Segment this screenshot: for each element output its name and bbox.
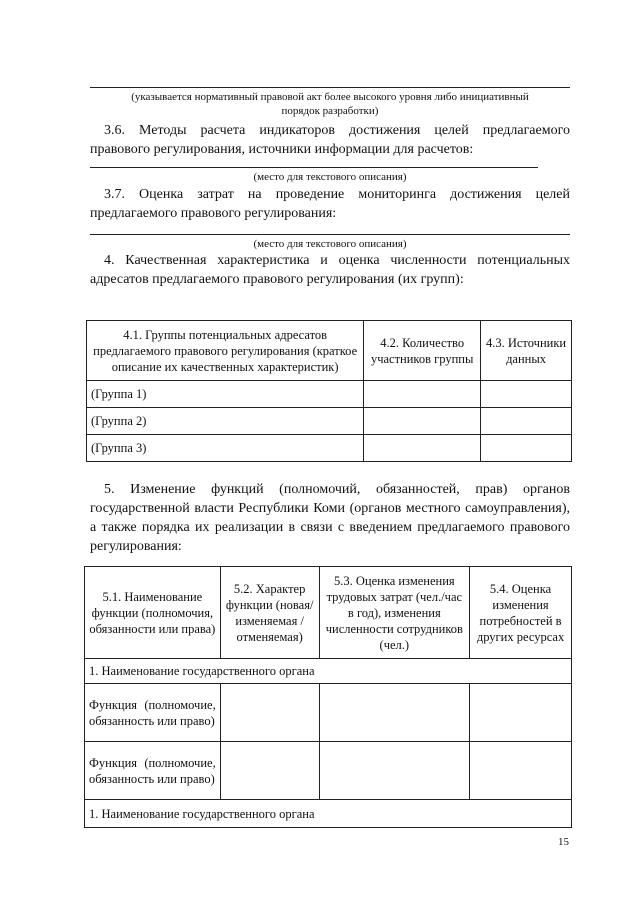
page-number: 15 [558,836,569,848]
table-row [85,684,572,742]
top-rule [90,87,570,88]
functions-table [84,566,572,828]
table-row [87,435,572,462]
function-labor-cell [319,684,470,742]
table-row [85,659,572,684]
top-caption-line-1: (указывается нормативный правовой акт более высокого уровня либо инициативный [131,91,529,103]
function-name-cell: Функция (полномочие, обязанность или право) [85,742,221,800]
group-count-cell [364,381,481,408]
group-count-cell [364,435,481,462]
table-row [87,408,572,435]
function-resources-cell [470,742,572,800]
organ-name-row: 1. Наименование государственного органа [85,659,572,684]
group-source-cell [481,435,572,462]
group-name-cell: (Группа 2) [87,408,364,435]
group-source-cell [481,381,572,408]
top-caption-line-2: порядок разработки) [281,105,379,117]
function-labor-cell [319,742,470,800]
placeholder-2-caption: (место для текстового описания) [253,238,407,250]
section-5-text: 5. Изменение функций (полномочий, обязанностей, прав) органов государственной власти Республики Коми (органов местного самоуправления), а также порядка их реализации в связи с введением предлагаемого правового регулирования: [90,482,570,554]
addressees-header-count: 4.2. Количество участников группы [364,321,481,381]
placeholder-2-rule [90,234,570,235]
top-caption [90,90,570,118]
placeholder-1-rule [90,167,538,168]
section-4-text: 4. Качественная характеристика и оценка численности потенциальных адресатов предлагаемого правового регулирования (их групп): [90,253,570,287]
function-name-cell: Функция (полномочие, обязанность или право) [85,684,221,742]
functions-header-name: 5.1. Наименование функции (полномочия, обязанности или права) [85,567,221,659]
group-source-cell [481,408,572,435]
addressees-table [86,320,572,462]
table-row [85,800,572,828]
function-character-cell [220,684,319,742]
section-3-6-text: 3.6. Методы расчета индикаторов достижения целей предлагаемого правового регулирования, источники информации для расчетов: [90,123,570,157]
group-name-cell: (Группа 3) [87,435,364,462]
function-resources-cell [470,684,572,742]
function-character-cell [220,742,319,800]
addressees-header-sources: 4.3. Источники данных [481,321,572,381]
placeholder-1-caption: (место для текстового описания) [253,171,407,183]
addressees-header-groups: 4.1. Группы потенциальных адресатов предлагаемого правового регулирования (краткое описание их качественных характеристик) [87,321,364,381]
functions-header-character: 5.2. Характер функции (новая/изменяемая /отменяемая) [220,567,319,659]
functions-header-resources: 5.4. Оценка изменения потребностей в других ресурсах [470,567,572,659]
table-row [87,381,572,408]
group-count-cell [364,408,481,435]
functions-header-labor: 5.3. Оценка изменения трудовых затрат (чел./час в год), изменения численности сотрудников (чел.) [319,567,470,659]
group-name-cell: (Группа 1) [87,381,364,408]
section-3-7-text: 3.7. Оценка затрат на проведение мониторинга достижения целей предлагаемого правового регулирования: [90,187,570,221]
table-row [85,742,572,800]
organ-name-row: 1. Наименование государственного органа [85,800,572,828]
